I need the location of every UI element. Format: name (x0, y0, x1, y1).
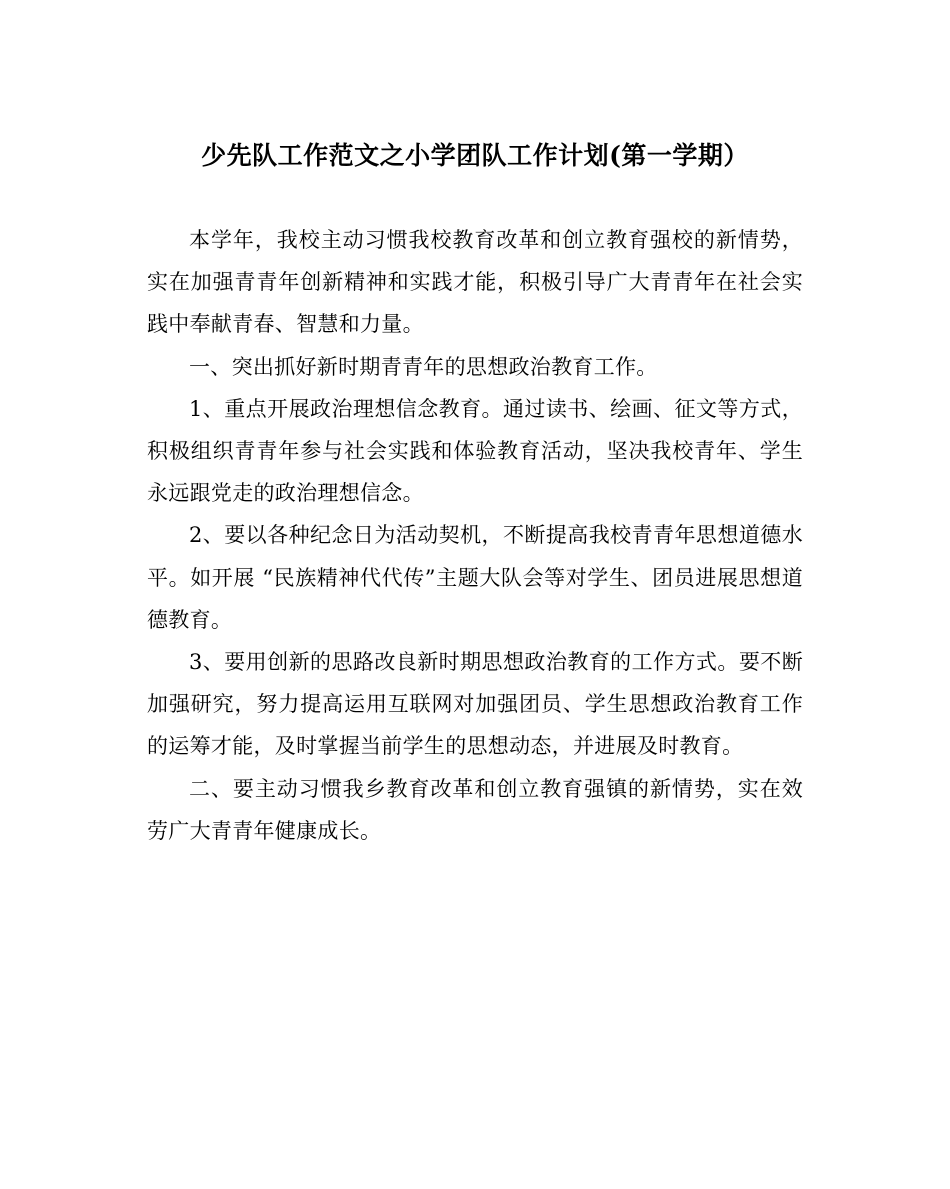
document-body (147, 219, 803, 852)
section-heading-2: 二、要主动习惯我乡教育改革和创立教育强镇的新情势，实在效劳广大青青年健康成长。 (147, 776, 803, 843)
section-heading-1: 一、突出抓好新时期青青年的思想政治教育工作。 (189, 354, 658, 379)
document-title: 少先队工作范文之小学团队工作计划(第一学期） (201, 141, 749, 170)
paragraph-item-1: 1、重点开展政治理想信念教育。通过读书、绘画、征文等方式，积极组织青青年参与社会实践和体验教育活动，坚决我校青年、学生永远跟党走的政治理想信念。 (147, 396, 803, 506)
paragraph-intro: 本学年，我校主动习惯我校教育改革和创立教育强校的新情势，实在加强青青年创新精神和实践才能，积极引导广大青青年在社会实践中奉献青春、智慧和力量。 (147, 228, 803, 337)
paragraph-item-2: 2、要以各种纪念日为活动契机，不断提高我校青青年思想道德水平。如开展 “民族精神代代传”主题大队会等对学生、团员进展思想道德教育。 (147, 523, 803, 632)
paragraph-item-3: 3、要用创新的思路改良新时期思想政治教育的工作方式。要不断加强研究，努力提高运用互联网对加强团员、学生思想政治教育工作的运筹才能，及时掌握当前学生的思想动态，并进展及时教育。 (147, 650, 803, 759)
